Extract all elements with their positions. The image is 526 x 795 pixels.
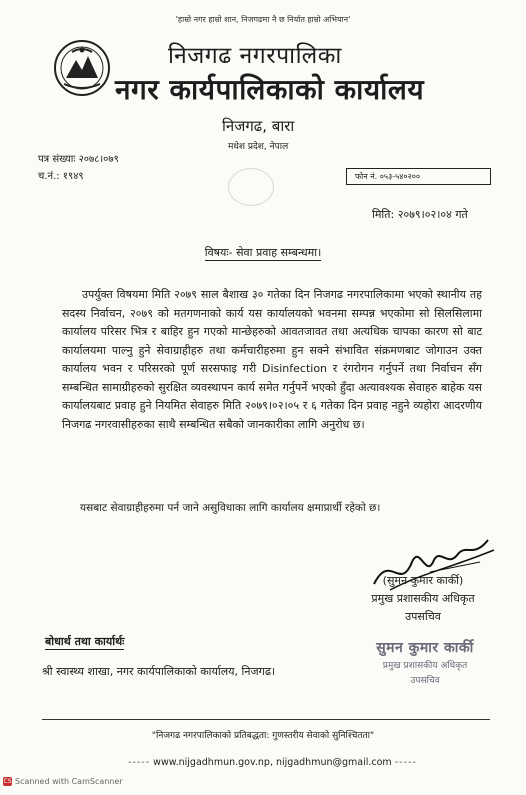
- scanner-text: Scanned with CamScanner: [15, 777, 123, 786]
- seal-name: सुमन कुमार कार्की: [376, 640, 474, 656]
- signatory-block: [348, 572, 498, 626]
- signatory-title: प्रमुख प्रशासकीय अधिकृत: [371, 592, 475, 605]
- office-name: नगर कार्यपालिकाको कार्यालय: [115, 73, 425, 106]
- contact-dashes-left: -----: [128, 757, 151, 768]
- contact-dashes-right: -----: [394, 757, 417, 768]
- letter-number: पत्र संख्याः २०७८।०७९: [38, 154, 119, 165]
- seal-rank: उपसचिव: [410, 676, 440, 686]
- scanner-watermark: [3, 777, 123, 786]
- nepal-emblem-logo: [52, 38, 112, 98]
- signatory-rank: उपसचिव: [405, 610, 441, 623]
- camscanner-icon: CS: [3, 778, 12, 785]
- footer-contact: [128, 757, 417, 768]
- body-paragraph: उपर्युक्त विषयमा मिति २०७९ साल बैशाख ३० गतेका दिन निजगढ नगरपालिकामा भएको स्थानीय तह सदस्य निर्वाचन, २०७९ को मतगणनाको कार्य यस कार्यालयको भवनमा सम्पन्न भएकोमा सो सिलसिलामा कार्यालय परिसर भित्र र बाहिर हुन गएको मान्छेहरुको आवतजावत तथा अत्यधिक चापका कारण सो बाट कार्यालयमा पाल्नु हुने सेवाग्राहीहरु तथा कर्मचारीहरुमा हुन सक्ने संभावित संक्रमणबाट जोगाउन उक्त कार्यालय भवन र परिसरको पूर्ण सरसफाइ गरी Disinfection र रंगरोगन गर्नुपर्ने तथा निर्वाचन सँग सम्बन्धित सामाग्रीहरुको सुरक्षित व्यवस्थापन कार्य समेत गर्नुपर्ने भएको हुँदा अत्यावश्यक सेवाहरु बाहेक यस कार्यालयबाट प्रवाह हुने नियमित सेवाहरु मिति २०७९।०२।०५ र ६ गतेका दिन प्रवाह नहुने व्यहोरा आदरणीय निजगढ नगरवासीहरुका साथै सम्बन्धित सबैको जानकारीका लागि अनुरोध छ।: [62, 288, 482, 431]
- letter-date: मिति: २०७९।०२।०४ गते: [372, 208, 468, 221]
- faded-stamp: [228, 168, 274, 206]
- apology-line: यसबाट सेवाग्राहीहरुमा पर्न जाने असुविधाका लागि कार्यालय क्षमाप्रार्थी रहेको छ।: [80, 502, 381, 514]
- cc-heading: बोधार्थ तथा कार्यार्थः: [45, 635, 125, 648]
- footer-tagline: "निजगढ नगरपालिकाको प्रतिबद्धता: गुणस्तरीय सेवाको सुनिश्चितता": [151, 731, 375, 741]
- organization-name: निजगढ नगरपालिका: [168, 43, 342, 69]
- municipal-motto: 'हाम्रो नगर हाम्रो शान, निजगढमा नै छ निर्यात हाम्रो अभियान': [175, 15, 351, 24]
- dispatch-number: च.नं.: १९४९: [38, 171, 84, 182]
- official-seal: [350, 638, 500, 686]
- office-location: निजगढ, बारा: [222, 117, 295, 135]
- phone-box: फोन नं. ०५३-५४०२००: [346, 168, 491, 185]
- letter-body: [62, 286, 482, 434]
- subject-line: [0, 245, 526, 260]
- cc-recipient: श्री स्वास्थ्य शाखा, नगर कार्यपालिकाको कार्यालय, निजगढ।: [42, 665, 276, 678]
- signatory-name: (सुमन कुमार कार्की): [382, 574, 464, 587]
- footer-divider: [42, 719, 490, 720]
- province-name: मधेश प्रदेश, नेपाल: [228, 142, 289, 152]
- subject-text: विषयः- सेवा प्रवाह सम्बन्धमा।: [204, 246, 322, 259]
- contact-web-email: www.nijgadhmun.gov.np, nijgadhmun@gmail.com: [153, 757, 392, 768]
- seal-title: प्रमुख प्रशासकीय अधिकृत: [382, 661, 468, 671]
